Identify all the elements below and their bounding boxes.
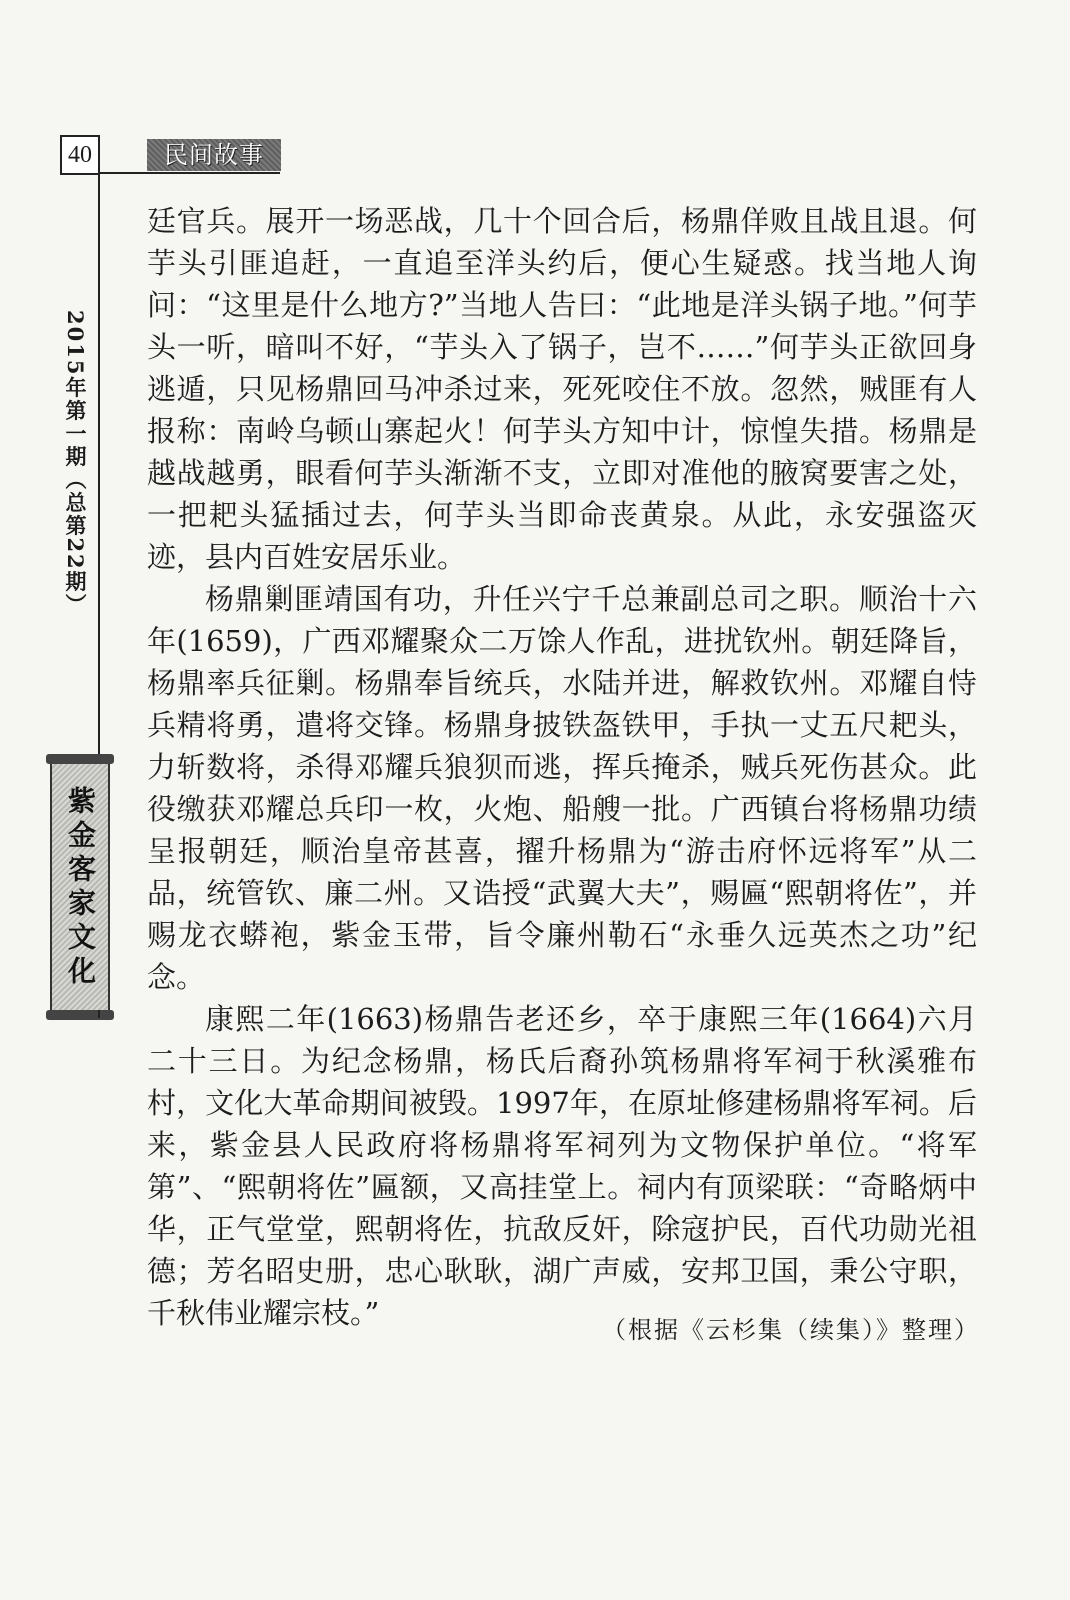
article-body <box>147 200 977 1334</box>
page-number: 40 <box>60 135 100 175</box>
left-margin-rule-bottom <box>98 1010 100 1018</box>
source-note: （根据《云杉集（续集）》整理） <box>602 1316 980 1344</box>
section-label: 民间故事 <box>147 139 281 171</box>
header-rule <box>100 172 280 174</box>
article-paragraph: 廷官兵。展开一场恶战，几十个回合后，杨鼎佯败且战且退。何芋头引匪追赶，一直追至洋头约后，便心生疑惑。找当地人询问：“这里是什么地方?”当地人告曰：“此地是洋头锅子地。”何芋头一听，暗叫不好，“芋头入了锅子，岂不……”何芋头正欲回身逃遁，只见杨鼎回马冲杀过来，死死咬住不放。忽然，贼匪有人报称：南岭乌顿山寨起火！何芋头方知中计，惊惶失措。杨鼎是越战越勇，眼看何芋头渐渐不支，立即对准他的腋窝要害之处，一把耙头猛插过去，何芋头当即命丧黄泉。从此，永安强盗灭迹，县内百姓安居乐业。 <box>147 204 977 574</box>
article-paragraph: 杨鼎剿匪靖国有功，升任兴宁千总兼副总司之职。顺治十六年(1659)，广西邓耀聚众二万馀人作乱，进扰钦州。朝廷降旨，杨鼎率兵征剿。杨鼎奉旨统兵，水陆并进，解救钦州。邓耀自恃兵精将勇，遣将交锋。杨鼎身披铁盔铁甲，手执一丈五尺耙头，力斩数将，杀得邓耀兵狼狈而逃，挥兵掩杀，贼兵死伤甚众。此役缴获邓耀总兵印一枚，火炮、船艘一批。广西镇台将杨鼎功绩呈报朝廷，顺治皇帝甚喜，擢升杨鼎为“游击府怀远将军”从二品，统管钦、廉二州。又诰授“武翼大夫”，赐匾“熙朝将佐”，并赐龙衣蟒袍，紫金玉带，旨令廉州勒石“永垂久远英杰之功”纪念。 <box>147 582 977 994</box>
article-paragraph: 康熙二年(1663)杨鼎告老还乡，卒于康熙三年(1664)六月二十三日。为纪念杨鼎，杨氏后裔孙筑杨鼎将军祠于秋溪雅布村，文化大革命期间被毁。1997年，在原址修建杨鼎将军祠。后来，紫金县人民政府将杨鼎将军祠列为文物保护单位。“将军第”、“熙朝将佐”匾额，又高挂堂上。祠内有顶梁联：“奇略炳中华，正气堂堂，熙朝将佐，抗敌反奸，除寇护民，百代功勋光祖德；芳名昭史册，忠心耿耿，湖广声威，安邦卫国，秉公守职，千秋伟业耀宗枝。” <box>147 1002 977 1330</box>
scroll-logo <box>50 762 110 1012</box>
left-margin-rule <box>98 172 100 762</box>
scroll-logo-text: 紫金客家文化 <box>64 786 97 990</box>
issue-label: 2015年第一期（总第22期） <box>63 310 88 617</box>
